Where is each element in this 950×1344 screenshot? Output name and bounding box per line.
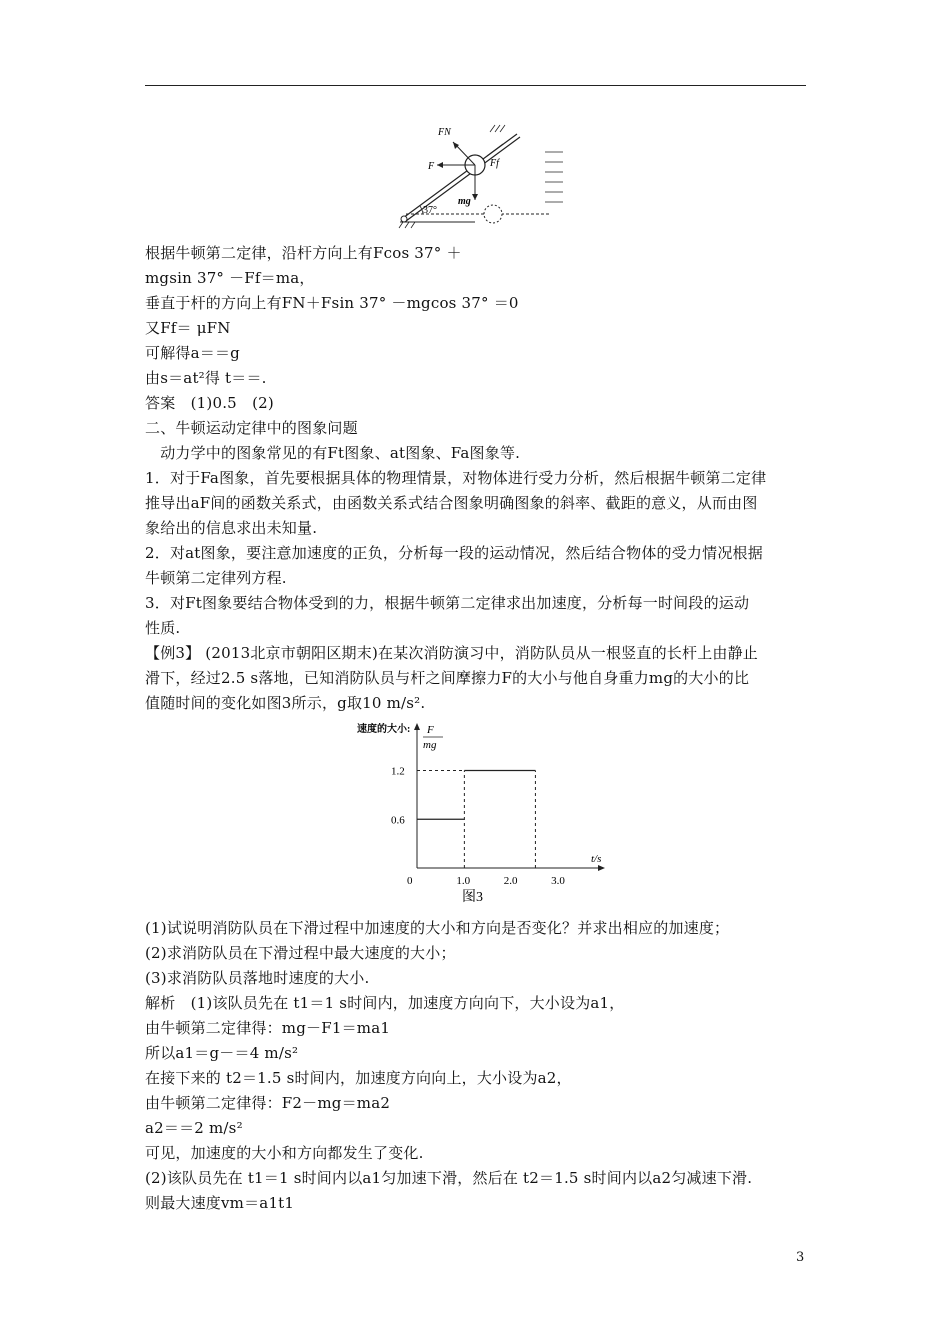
x-axis-arrow xyxy=(598,865,605,871)
figure-caption: 图3 xyxy=(462,890,483,905)
text-line: 根据牛顿第二定律，沿杆方向上有Fcos 37° ＋ xyxy=(145,244,462,262)
y-axis-extra-label: 速度的大小: xyxy=(357,724,411,735)
text-line: 可解得a＝＝g xyxy=(145,344,240,362)
text-line: (2)求消防队员在下滑过程中最大速度的大小； xyxy=(145,944,456,962)
x-tick-label: 2.0 xyxy=(503,875,518,887)
y-tick-label: 0.6 xyxy=(391,814,405,827)
text-line: mgsin 37° －Ff＝ma， xyxy=(145,269,315,287)
label-f: F xyxy=(428,161,435,172)
x-tick-label: 3.0 xyxy=(551,875,565,887)
force-diagram xyxy=(395,122,570,232)
y-axis-label-numerator: F xyxy=(427,724,434,736)
text-line: 可见，加速度的大小和方向都发生了变化. xyxy=(145,1144,424,1162)
ball-ghost xyxy=(484,205,502,223)
label-ff: Ff xyxy=(490,158,499,169)
y-tick-label: 1.2 xyxy=(391,765,405,778)
header-rule xyxy=(145,85,806,86)
ground-hatch xyxy=(399,222,415,228)
text-line: 所以a1＝g－＝4 m/s² xyxy=(145,1044,299,1062)
text-line: (2)该队员先在 t1＝1 s时间内以a1匀加速下滑，然后在 t2＝1.5 s时间内以a2匀减速下滑. xyxy=(145,1169,753,1187)
label-mg: mg xyxy=(458,196,471,207)
page-number: 3 xyxy=(796,1250,805,1265)
text-line: 3．对Ft图象要结合物体受到的力，根据牛顿第二定律求出加速度，分析每一时间段的运动 xyxy=(145,594,750,612)
text-line: 牛顿第二定律列方程. xyxy=(145,569,287,587)
text-line: a2＝＝2 m/s² xyxy=(145,1119,243,1137)
y-axis-label-denominator: mg xyxy=(423,739,437,751)
text-line: 解析 (1)该队员先在 t1＝1 s时间内，加速度方向向下，大小设为a1， xyxy=(145,994,625,1012)
y-axis-arrow xyxy=(414,723,420,730)
wind-arrows xyxy=(545,152,563,202)
text-line: 则最大速度vm＝a1t1 xyxy=(145,1194,295,1212)
text-line: 二、牛顿运动定律中的图象问题 xyxy=(145,419,358,437)
text-line: 滑下，经过2.5 s落地，已知消防队员与杆之间摩擦力F的大小与他自身重力mg的大小的比 xyxy=(145,669,750,687)
text-line: 推导出aF间的函数关系式，由函数关系式结合图象明确图象的斜率、截距的意义，从而由图 xyxy=(145,494,758,512)
text-line: 值随时间的变化如图3所示，g取10 m/s². xyxy=(145,694,426,712)
text-line: 2．对at图象，要注意加速度的正负，分析每一段的运动情况，然后结合物体的受力情况根据 xyxy=(145,544,763,562)
text-line: 象给出的信息求出未知量. xyxy=(145,519,318,537)
text-line: 由牛顿第二定律得：mg－F1＝ma1 xyxy=(145,1019,391,1037)
top-hatch xyxy=(490,125,505,132)
x-tick-label: 0 xyxy=(407,875,413,887)
text-line: 由牛顿第二定律得：F2－mg＝ma2 xyxy=(145,1094,391,1112)
force-ff-arrow xyxy=(487,144,503,156)
label-fn: FN xyxy=(438,127,451,138)
x-axis-label: t/s xyxy=(591,853,602,865)
label-angle: 37° xyxy=(423,205,437,216)
chart-figure-3 xyxy=(355,718,615,908)
text-line: 1．对于Fa图象，首先要根据具体的物理情景，对物体进行受力分析，然后根据牛顿第二定律 xyxy=(145,469,767,487)
text-line: 性质. xyxy=(145,619,181,637)
text-line: 动力学中的图象常见的有Ft图象、at图象、Fa图象等. xyxy=(145,444,521,462)
x-tick-label: 1.0 xyxy=(456,875,471,887)
text-line: 又Ff＝ μFN xyxy=(145,319,231,337)
text-line: (1)试说明消防队员在下滑过程中加速度的大小和方向是否变化？并求出相应的加速度； xyxy=(145,919,730,937)
text-line: 由s＝at²得 t＝＝. xyxy=(145,369,267,387)
pivot xyxy=(401,216,407,222)
text-line: 【例3】 (2013北京市朝阳区期末)在某次消防演习中，消防队员从一根竖直的长杆上由静止 xyxy=(145,644,758,662)
text-line: 答案 (1)0.5 (2) xyxy=(145,394,274,412)
text-line: 在接下来的 t2＝1.5 s时间内，加速度方向向上，大小设为a2， xyxy=(145,1069,572,1087)
text-line: 垂直于杆的方向上有FN＋Fsin 37° －mgcos 37° ＝0 xyxy=(145,294,519,312)
text-line: (3)求消防队员落地时速度的大小. xyxy=(145,969,370,987)
